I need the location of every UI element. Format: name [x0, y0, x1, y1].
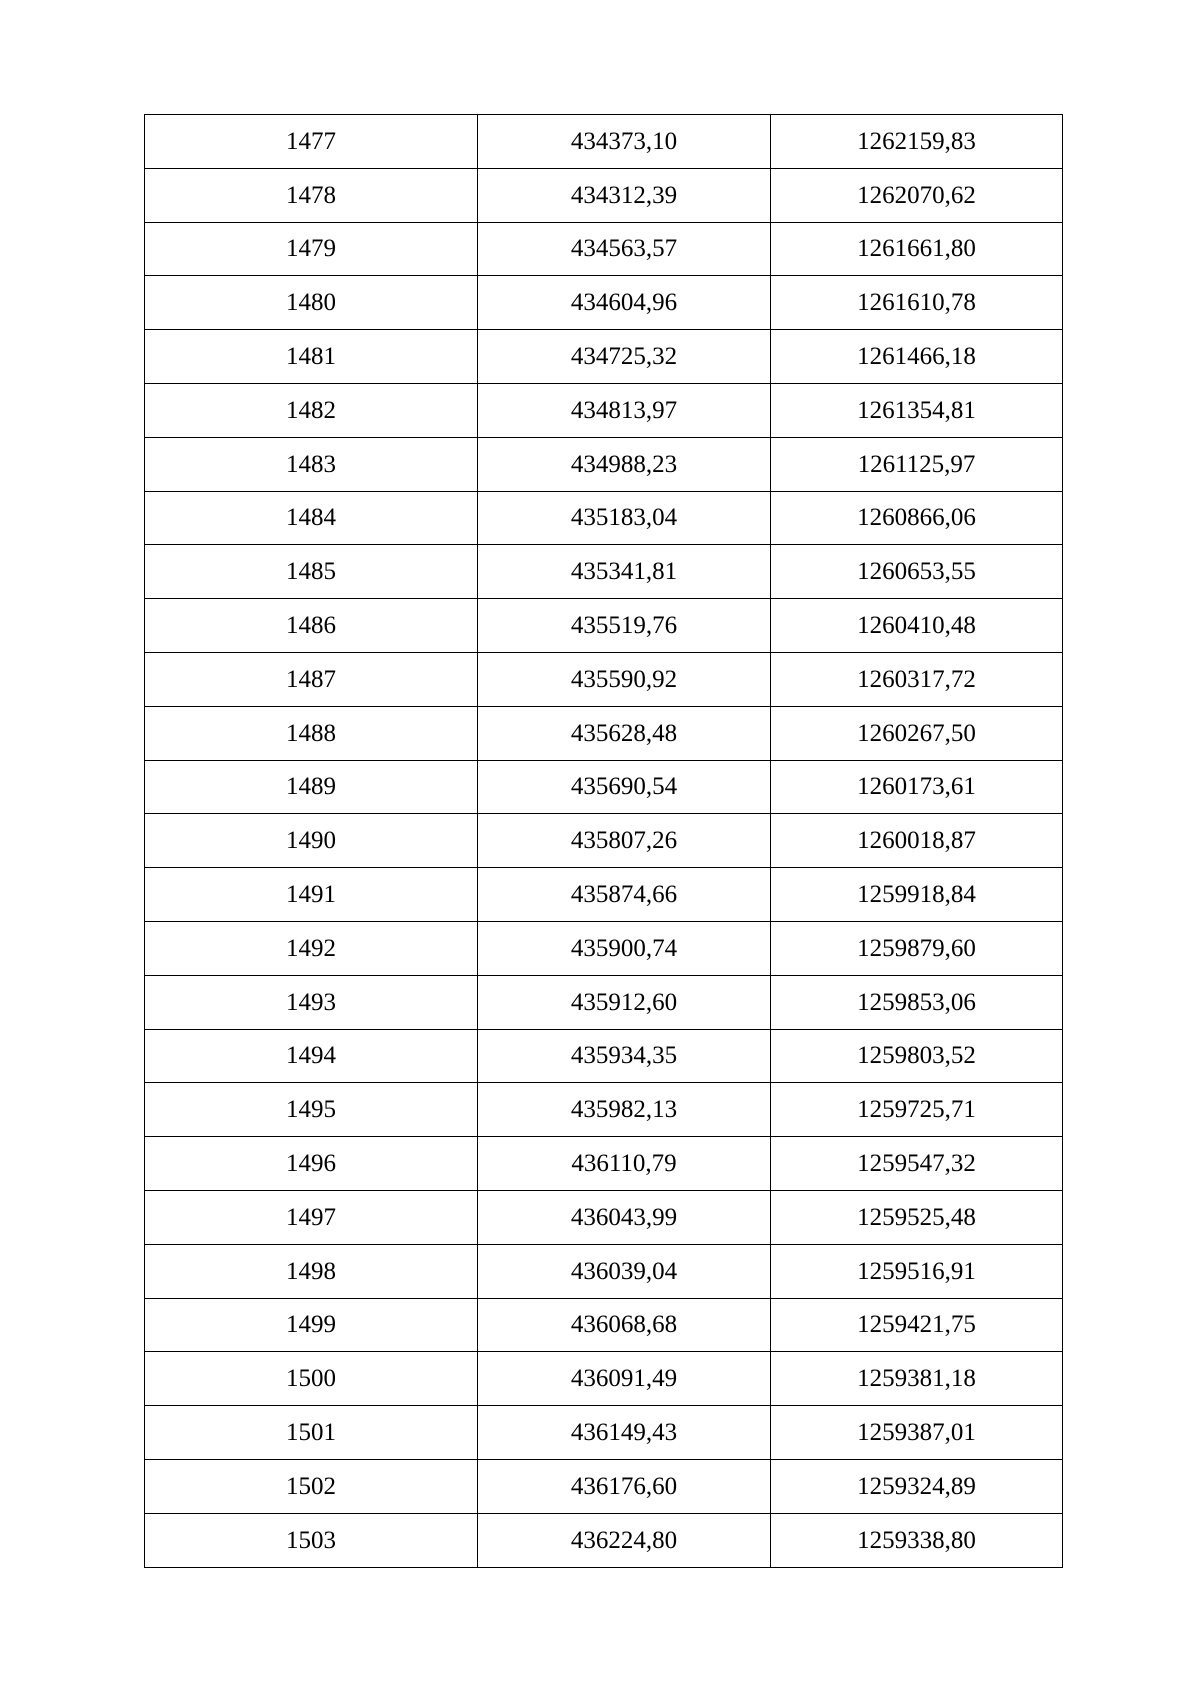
table-row [145, 437, 1063, 491]
table-row [145, 1029, 1063, 1083]
table-row [145, 115, 1063, 169]
table-row [145, 921, 1063, 975]
x-coordinate-cell: 436110,79 [478, 1137, 771, 1191]
x-coordinate-cell: 435900,74 [478, 921, 771, 975]
y-coordinate-cell: 1260653,55 [771, 545, 1063, 599]
y-coordinate-cell: 1260173,61 [771, 760, 1063, 814]
point-number-cell: 1503 [145, 1513, 478, 1567]
x-coordinate-cell: 434813,97 [478, 383, 771, 437]
y-coordinate-cell: 1260317,72 [771, 652, 1063, 706]
point-number-cell: 1485 [145, 545, 478, 599]
x-coordinate-cell: 435807,26 [478, 814, 771, 868]
y-coordinate-cell: 1259324,89 [771, 1459, 1063, 1513]
table-row [145, 1190, 1063, 1244]
table-row [145, 1406, 1063, 1460]
x-coordinate-cell: 436091,49 [478, 1352, 771, 1406]
point-number-cell: 1487 [145, 652, 478, 706]
x-coordinate-cell: 436149,43 [478, 1406, 771, 1460]
table-row [145, 545, 1063, 599]
x-coordinate-cell: 434373,10 [478, 115, 771, 169]
point-number-cell: 1493 [145, 975, 478, 1029]
y-coordinate-cell: 1260267,50 [771, 706, 1063, 760]
x-coordinate-cell: 435519,76 [478, 599, 771, 653]
y-coordinate-cell: 1260866,06 [771, 491, 1063, 545]
point-number-cell: 1486 [145, 599, 478, 653]
x-coordinate-cell: 434725,32 [478, 330, 771, 384]
point-number-cell: 1484 [145, 491, 478, 545]
table-row [145, 1513, 1063, 1567]
point-number-cell: 1492 [145, 921, 478, 975]
y-coordinate-cell: 1262070,62 [771, 168, 1063, 222]
table-row [145, 1137, 1063, 1191]
x-coordinate-cell: 435874,66 [478, 868, 771, 922]
table-row [145, 1083, 1063, 1137]
x-coordinate-cell: 434312,39 [478, 168, 771, 222]
x-coordinate-cell: 435590,92 [478, 652, 771, 706]
point-number-cell: 1483 [145, 437, 478, 491]
y-coordinate-cell: 1259547,32 [771, 1137, 1063, 1191]
x-coordinate-cell: 436176,60 [478, 1459, 771, 1513]
point-number-cell: 1489 [145, 760, 478, 814]
point-number-cell: 1502 [145, 1459, 478, 1513]
y-coordinate-cell: 1259381,18 [771, 1352, 1063, 1406]
y-coordinate-cell: 1260018,87 [771, 814, 1063, 868]
x-coordinate-cell: 434604,96 [478, 276, 771, 330]
y-coordinate-cell: 1261125,97 [771, 437, 1063, 491]
point-number-cell: 1498 [145, 1244, 478, 1298]
table-row [145, 706, 1063, 760]
table-row [145, 383, 1063, 437]
table-row [145, 276, 1063, 330]
coordinates-table-body [145, 115, 1063, 1568]
table-row [145, 814, 1063, 868]
point-number-cell: 1482 [145, 383, 478, 437]
y-coordinate-cell: 1259338,80 [771, 1513, 1063, 1567]
y-coordinate-cell: 1259879,60 [771, 921, 1063, 975]
x-coordinate-cell: 435982,13 [478, 1083, 771, 1137]
table-row [145, 222, 1063, 276]
y-coordinate-cell: 1259421,75 [771, 1298, 1063, 1352]
point-number-cell: 1481 [145, 330, 478, 384]
point-number-cell: 1497 [145, 1190, 478, 1244]
point-number-cell: 1479 [145, 222, 478, 276]
y-coordinate-cell: 1261354,81 [771, 383, 1063, 437]
y-coordinate-cell: 1261661,80 [771, 222, 1063, 276]
x-coordinate-cell: 436068,68 [478, 1298, 771, 1352]
point-number-cell: 1494 [145, 1029, 478, 1083]
y-coordinate-cell: 1259516,91 [771, 1244, 1063, 1298]
point-number-cell: 1490 [145, 814, 478, 868]
point-number-cell: 1500 [145, 1352, 478, 1406]
point-number-cell: 1480 [145, 276, 478, 330]
table-row [145, 760, 1063, 814]
x-coordinate-cell: 435341,81 [478, 545, 771, 599]
table-row [145, 1352, 1063, 1406]
point-number-cell: 1491 [145, 868, 478, 922]
x-coordinate-cell: 436039,04 [478, 1244, 771, 1298]
table-row [145, 1244, 1063, 1298]
x-coordinate-cell: 436224,80 [478, 1513, 771, 1567]
point-number-cell: 1499 [145, 1298, 478, 1352]
table-row [145, 330, 1063, 384]
x-coordinate-cell: 435690,54 [478, 760, 771, 814]
x-coordinate-cell: 436043,99 [478, 1190, 771, 1244]
x-coordinate-cell: 434988,23 [478, 437, 771, 491]
y-coordinate-cell: 1261610,78 [771, 276, 1063, 330]
point-number-cell: 1501 [145, 1406, 478, 1460]
x-coordinate-cell: 435628,48 [478, 706, 771, 760]
coordinates-table [144, 114, 1063, 1568]
x-coordinate-cell: 435934,35 [478, 1029, 771, 1083]
y-coordinate-cell: 1259853,06 [771, 975, 1063, 1029]
table-row [145, 599, 1063, 653]
x-coordinate-cell: 435183,04 [478, 491, 771, 545]
y-coordinate-cell: 1260410,48 [771, 599, 1063, 653]
x-coordinate-cell: 435912,60 [478, 975, 771, 1029]
table-row [145, 975, 1063, 1029]
table-row [145, 1459, 1063, 1513]
point-number-cell: 1488 [145, 706, 478, 760]
point-number-cell: 1477 [145, 115, 478, 169]
point-number-cell: 1496 [145, 1137, 478, 1191]
y-coordinate-cell: 1259525,48 [771, 1190, 1063, 1244]
y-coordinate-cell: 1259725,71 [771, 1083, 1063, 1137]
table-row [145, 491, 1063, 545]
y-coordinate-cell: 1259387,01 [771, 1406, 1063, 1460]
x-coordinate-cell: 434563,57 [478, 222, 771, 276]
y-coordinate-cell: 1262159,83 [771, 115, 1063, 169]
table-row [145, 652, 1063, 706]
table-row [145, 168, 1063, 222]
point-number-cell: 1495 [145, 1083, 478, 1137]
table-row [145, 1298, 1063, 1352]
y-coordinate-cell: 1261466,18 [771, 330, 1063, 384]
point-number-cell: 1478 [145, 168, 478, 222]
y-coordinate-cell: 1259803,52 [771, 1029, 1063, 1083]
y-coordinate-cell: 1259918,84 [771, 868, 1063, 922]
table-row [145, 868, 1063, 922]
